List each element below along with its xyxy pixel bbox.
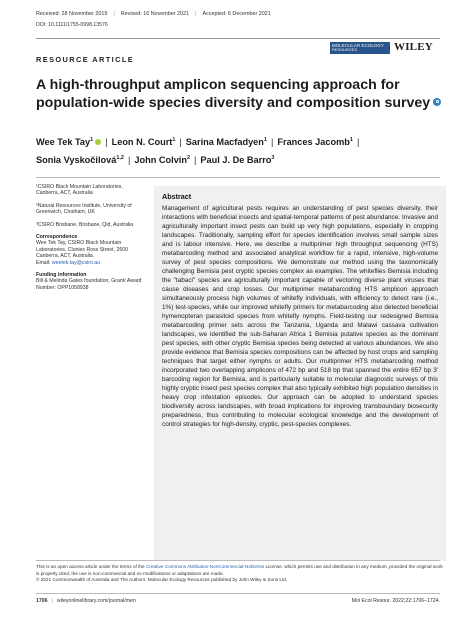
abstract-text: Management of agricultural pests requires an understanding of pest species diversity, their interactions with beneficial insects and spatial-temporal patterns of pest abundance. Invasive and agriculturally important insect pests can build up very high populations, especially in cropping landscapes. Traditionally, sampling effort for species identification involves small sample sizes and is labour intensive. Here, we describe a multiprimer high throughput sequencing (HTS) metabarcoding method and associated analytical workflow for a rapid, intensive, high-volume survey of pest species compositions. We demonstrate our method using the taxonomically challenging Bemisia pest cryptic species complex as examples. The whiteflies Bemisia including the "tabaci" species are agriculturally important capable of vectoring diverse plant viruses that cause diseases and crop losses. Our multiprimer metabarcoding HTS amplicon approach simultaneously process high volumes of whitefly individuals, with efficiency to detect rare (i.e., 1%) test-species, while our improved whitefly primers for metabarcoding also detected beneficial hymenopteran parasitoid species from whitefly nymphs. Field-testing our redesigned Bemisia metabarcoding primer sets across the Tanzania, Uganda and Malawi cassava cultivation landscapes, we identified the sub-Saharan Africa 1 Bemisia putative species as the dominant pest species, with other cryptic Bemisia species being detected at various abundances. We also provide evidence that Bemisia species compositions can be affected by host crops and sampling techniques that target either nymphs or adults. Our multiprimer HTS metabarcoding method incorporated two overlapping amplicons of 472 bp and 518 bp that spanned the entire 657 bp 3' barcoding region for Bemisia, and is particularly suitable to molecular diagnostic surveys of this highly cryptic insect pest species complex that also typically exhibited high population densities in heavy crop infestation episodes. Our approach can be adopted to understand species biodiversity across landscapes, with broad implications for improving transboundary biosecurity preparedness, thus contributing to molecular ecological knowledge and the development of control strategies for high-density, cryptic, pest-species complexes. [162,205,438,428]
journal-name-line1: MOLECULAR ECOLOGY [332,43,384,48]
affiliation: ¹CSIRO Black Mountain Laboratories, Canberra, ACT, Australia [36,184,123,197]
article-type: RESOURCE ARTICLE [36,55,135,64]
received-date: Received: 28 November 2019 [36,10,108,17]
journal-logo[interactable] [330,42,390,54]
license-text: This is an open access article under the terms of the Creative Commons Attribution-NonCommercial-NoDerivs License, which permits use and distribution in any medium, provided the original work is properly cited, the use is non-commercial and no modifications or adaptations are made. [36,564,443,576]
license-footnote [36,564,446,584]
author-rule [36,177,440,178]
author-list: Wee Tek Tay$^1$ | Leon N. Court$^1$ | Sarina Macfadyen$^1$ | Frances Jacomb$^1$ | Sonia Vyskočilová$^{1,2}$ | John Colvin$^2$ | Paul J. De Barro$^3$ [36,137,360,165]
affiliation: ³CSIRO Brisbane, Brisbane, Qld, Australia [36,221,134,228]
license-link[interactable]: Creative Commons Attribution-NonCommercial-NoDerivs [145,564,265,569]
article-title [36,77,446,112]
author[interactable]: Wee Tek Tay$^1$ [36,137,101,147]
email-line: Email: weetek.tay@csiro.au [36,259,101,266]
abstract-heading: Abstract [162,192,192,201]
email-link[interactable]: weetek.tay@csiro.au [51,259,101,266]
affiliation: ²Natural Resources Institute, University of Greenwich, Chatham, UK [36,202,132,216]
copyright-text: © 2021 Commonwealth of Australia and The Authors. Molecular Ecology Resources published by John Wiley & Sons Ltd. [36,577,288,583]
footnote-rule [36,560,440,561]
author[interactable]: Frances Jacomb$^1$ [277,137,353,148]
title-text: A high-throughput amplicon sequencing approach for population-wide species diversity and composition survey [36,77,431,111]
article-info-column [36,184,144,297]
divider: | [51,598,53,604]
doi[interactable]: DOI: 10.1111/1755-0998.13576 [36,22,108,28]
page-footer [36,598,440,604]
header-rule [36,38,440,39]
correspondence [36,234,144,266]
author[interactable]: Sarina Macfadyen$^1$ [185,137,267,148]
revised-date: Revised: 16 November 2021 [120,10,190,17]
funding-text: Bill & Melinda Gates foundation, Grant/ Award Number: OPP1058938 [36,278,142,291]
footer-rule [36,593,440,594]
funding-heading: Funding information [36,272,87,279]
abstract-box [154,186,446,561]
publisher-logo[interactable]: WILEY [394,41,433,53]
author[interactable]: Leon N. Court$^1$ [111,137,176,148]
open-access-icon[interactable] [433,98,441,106]
author[interactable]: Paul J. De Barro$^3$ [200,154,275,165]
correspondence-heading: Correspondence [36,234,78,241]
divider: | [113,10,115,17]
accepted-date: Accepted: 6 December 2021 [202,10,271,17]
journal-url[interactable]: wileyonlinelibrary.com/journal/men [56,598,136,604]
article-history [36,8,440,19]
author[interactable]: John Colvin$^2$ [134,154,191,165]
divider: | [195,10,197,17]
author[interactable]: Sonia Vyskočilová$^{1,2}$ [36,154,124,165]
page-number: 1706 [36,598,48,604]
journal-name-line2: RESOURCES [332,48,357,52]
funding [36,272,144,291]
citation: Mol Ecol Resour. 2022;22:1706–1724. [351,598,440,604]
correspondence-text: Wee Tek Tay, CSIRO Black Mountain Laboratories, Clunies Ross Street, 2600 Canberra, ACT, Australia. [36,240,128,260]
orcid-icon[interactable] [95,139,101,145]
